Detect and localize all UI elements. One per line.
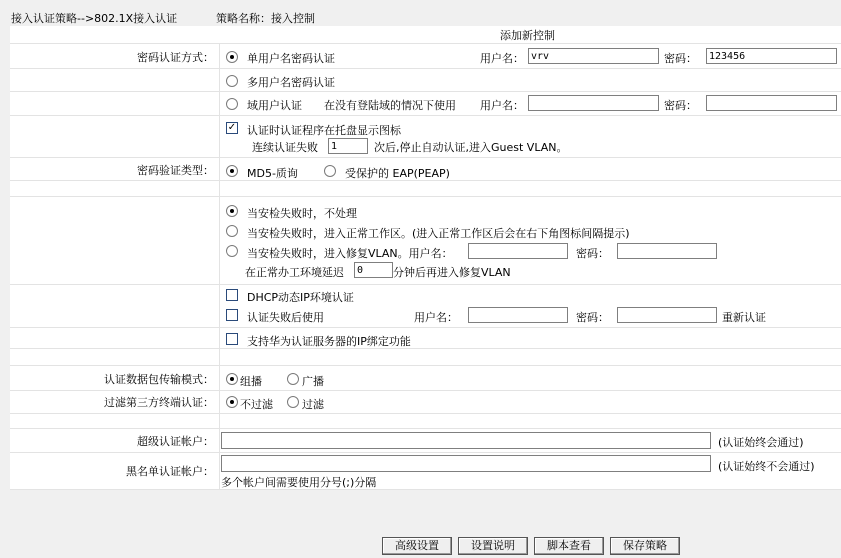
- md5-label: MD5-质询: [247, 167, 298, 180]
- peap-radio[interactable]: [324, 165, 336, 177]
- reauth-label: 重新认证: [722, 311, 766, 324]
- filter-label: 过滤第三方终端认证：: [104, 396, 214, 409]
- filter-option-label: 过滤: [302, 398, 324, 411]
- no-filter-label: 不过滤: [240, 398, 273, 411]
- super-account-field[interactable]: [221, 432, 711, 449]
- single-password-field[interactable]: [706, 48, 837, 64]
- sec-fail-repair-label: 当安检失败时，进入修复VLAN。用户名：: [247, 247, 453, 260]
- domain-username-label: 用户名：: [480, 99, 524, 112]
- multi-user-radio[interactable]: [226, 75, 238, 87]
- auth-method-label: 密码认证方式：: [137, 51, 214, 64]
- after-fail-username-field[interactable]: [468, 307, 568, 323]
- domain-password-label: 密码：: [664, 99, 697, 112]
- after-fail-label: 认证失败后使用: [247, 311, 324, 324]
- fail-count-field[interactable]: [328, 138, 368, 154]
- delay-field[interactable]: [354, 262, 393, 278]
- sec-fail-normal-label: 当安检失败时，进入正常工作区。(进入正常工作区后会在右下角图标间隔提示): [247, 227, 630, 240]
- after-fail-password-label: 密码：: [576, 311, 609, 324]
- huawei-label: 支持华为认证服务器的IP绑定功能: [247, 335, 411, 348]
- domain-user-radio[interactable]: [226, 98, 238, 110]
- single-password-label: 密码：: [664, 52, 697, 65]
- multi-user-label: 多用户名密码认证: [247, 76, 335, 89]
- verify-type-label: 密码验证类型：: [137, 164, 214, 177]
- sec-fail-ignore-radio[interactable]: [226, 205, 238, 217]
- peap-label: 受保护的 EAP(PEAP): [345, 167, 450, 180]
- sec-fail-normal-radio[interactable]: [226, 225, 238, 237]
- dhcp-label: DHCP动态IP环境认证: [247, 291, 354, 304]
- settings-help-button[interactable]: 设置说明: [458, 537, 528, 555]
- broadcast-radio[interactable]: [287, 373, 299, 385]
- tray-icon-checkbox[interactable]: ✓: [227, 122, 237, 133]
- super-account-note: (认证始终会通过): [718, 436, 804, 449]
- md5-radio[interactable]: [226, 165, 238, 177]
- sec-fail-ignore-label: 当安检失败时，不处理: [247, 207, 357, 220]
- repair-username-field[interactable]: [468, 243, 568, 259]
- fail-suffix: 次后,停止自动认证,进入Guest VLAN。: [374, 141, 568, 154]
- policy-name: 策略名称：接入控制: [216, 12, 315, 25]
- repair-password-field[interactable]: [617, 243, 717, 259]
- multicast-label: 组播: [240, 375, 262, 388]
- repair-password-label: 密码：: [576, 247, 609, 260]
- view-script-button[interactable]: 脚本查看: [534, 537, 604, 555]
- huawei-checkbox[interactable]: [226, 333, 238, 345]
- domain-username-field[interactable]: [528, 95, 659, 111]
- super-account-label: 超级认证帐户：: [137, 435, 214, 448]
- after-fail-username-label: 用户名：: [414, 311, 458, 324]
- delay-suffix: 分钟后再进入修复VLAN: [393, 266, 511, 279]
- blacklist-note: (认证始终不会通过): [718, 460, 815, 473]
- broadcast-label: 广播: [302, 375, 324, 388]
- fail-prefix: 连续认证失败: [252, 141, 318, 154]
- single-user-radio[interactable]: [226, 51, 238, 63]
- single-user-label: 单用户名密码认证: [247, 52, 335, 65]
- blacklist-label: 黑名单认证帐户：: [126, 465, 214, 478]
- breadcrumb: 接入认证策略-->802.1X接入认证: [11, 12, 178, 25]
- no-filter-radio[interactable]: [226, 396, 238, 408]
- section-title: 添加新控制: [500, 29, 555, 42]
- single-username-field[interactable]: [528, 48, 659, 64]
- delay-prefix: 在正常办工环境延迟: [245, 266, 344, 279]
- domain-note: 在没有登陆域的情况下使用: [324, 99, 456, 112]
- multicast-radio[interactable]: [226, 373, 238, 385]
- after-fail-password-field[interactable]: [617, 307, 717, 323]
- single-username-label: 用户名：: [480, 52, 524, 65]
- sec-fail-repair-radio[interactable]: [226, 245, 238, 257]
- blacklist-field[interactable]: [221, 455, 711, 472]
- transmit-label: 认证数据包传输模式：: [104, 373, 214, 386]
- after-fail-checkbox[interactable]: [226, 309, 238, 321]
- filter-radio[interactable]: [287, 396, 299, 408]
- domain-user-label: 域用户认证: [247, 99, 302, 112]
- advanced-settings-button[interactable]: 高级设置: [382, 537, 452, 555]
- tray-icon-label: 认证时认证程序在托盘显示图标: [247, 124, 401, 137]
- dhcp-checkbox[interactable]: [226, 289, 238, 301]
- domain-password-field[interactable]: [706, 95, 837, 111]
- blacklist-hint: 多个帐户间需要使用分号(;)分隔: [221, 476, 377, 489]
- save-policy-button[interactable]: 保存策略: [610, 537, 680, 555]
